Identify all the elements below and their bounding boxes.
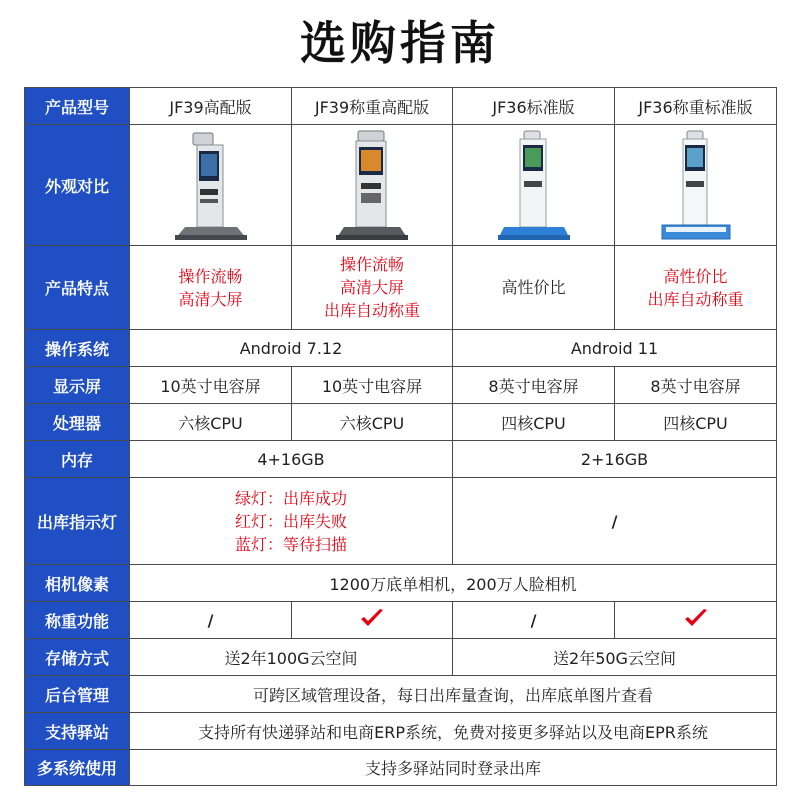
model-jf36: JF36标准版 [453,88,615,125]
os-jf36: Android 11 [453,330,777,367]
jf36-weighing-kiosk-image [656,129,736,241]
feature-line: 高性价比 [663,266,728,286]
camera-value: 1200万底单相机，200万人脸相机 [130,565,777,602]
feature-line: 高性价比 [501,278,566,297]
row-label-camera: 相机像素 [25,565,130,602]
cpu-jf39-weighing: 六核CPU [292,404,453,441]
feature-line: 高清大屏 [178,289,243,309]
feature-line: 出库自动称重 [647,289,744,309]
row-label-features: 产品特点 [25,246,130,330]
features-jf39-weighing [292,246,453,330]
row-model [25,88,777,125]
cpu-jf36-weighing: 四核CPU [615,404,777,441]
row-label-memory: 内存 [25,441,130,478]
screen-jf39: 10英寸电容屏 [130,367,292,404]
row-features [25,246,777,330]
multi-system-value: 支持多驿站同时登录出库 [130,750,777,786]
row-label-screen: 显示屏 [25,367,130,404]
features-jf36-weighing [615,246,777,330]
screen-jf36: 8英寸电容屏 [453,367,615,404]
row-storage [25,639,777,676]
row-os [25,330,777,367]
feature-line: 操作流畅 [178,266,243,286]
row-label-weighing: 称重功能 [25,602,130,639]
indicator-jf39 [130,478,453,565]
row-label-model: 产品型号 [25,88,130,125]
jf39-weighing-kiosk-image [332,129,412,241]
row-multi-system [25,750,777,786]
row-memory [25,441,777,478]
screen-jf39-weighing: 10英寸电容屏 [292,367,453,404]
row-label-multi-system: 多系统使用 [25,750,130,786]
jf39-high-kiosk-image [171,129,251,241]
indicator-jf36: / [453,478,777,565]
row-backend [25,676,777,713]
row-appearance [25,125,777,246]
row-label-backend: 后台管理 [25,676,130,713]
row-camera [25,565,777,602]
backend-value: 可跨区域管理设备，每日出库量查询，出库底单图片查看 [130,676,777,713]
os-jf39: Android 7.12 [130,330,453,367]
check-icon [359,607,385,629]
weighing-jf39-weighing [292,602,453,639]
feature-line: 高清大屏 [339,278,404,297]
row-label-appearance: 外观对比 [25,125,130,246]
row-label-storage: 存储方式 [25,639,130,676]
appearance-jf39 [130,125,292,246]
row-indicator [25,478,777,565]
check-icon [683,607,709,629]
storage-jf36: 送2年50G云空间 [453,639,777,676]
features-jf39 [130,246,292,330]
weighing-jf36: / [453,602,615,639]
weighing-jf39: / [130,602,292,639]
row-stations [25,713,777,750]
features-jf36 [453,246,615,330]
row-screen [25,367,777,404]
weighing-jf36-weighing [615,602,777,639]
screen-jf36-weighing: 8英寸电容屏 [615,367,777,404]
model-jf36-weighing: JF36称重标准版 [615,88,777,125]
indicator-line: 绿灯：出库成功 [234,488,347,508]
storage-jf39: 送2年100G云空间 [130,639,453,676]
cpu-jf39: 六核CPU [130,404,292,441]
indicator-line: 蓝灯：等待扫描 [234,534,347,554]
indicator-line: 红灯：出库失败 [234,511,347,531]
feature-line: 操作流畅 [339,255,404,274]
row-weighing [25,602,777,639]
row-label-cpu: 处理器 [25,404,130,441]
memory-jf36: 2+16GB [453,441,777,478]
row-label-os: 操作系统 [25,330,130,367]
appearance-jf39-weighing [292,125,453,246]
comparison-table [24,87,777,786]
jf36-standard-kiosk-image [494,129,574,241]
appearance-jf36 [453,125,615,246]
stations-value: 支持所有快递驿站和电商ERP系统，免费对接更多驿站以及电商EPR系统 [130,713,777,750]
page-title: 选购指南 [300,16,500,70]
row-cpu [25,404,777,441]
appearance-jf36-weighing [615,125,777,246]
model-jf39: JF39高配版 [130,88,292,125]
cpu-jf36: 四核CPU [453,404,615,441]
memory-jf39: 4+16GB [130,441,453,478]
feature-line: 出库自动称重 [323,301,420,320]
model-jf39-weighing: JF39称重高配版 [292,88,453,125]
row-label-indicator: 出库指示灯 [25,478,130,565]
row-label-stations: 支持驿站 [25,713,130,750]
